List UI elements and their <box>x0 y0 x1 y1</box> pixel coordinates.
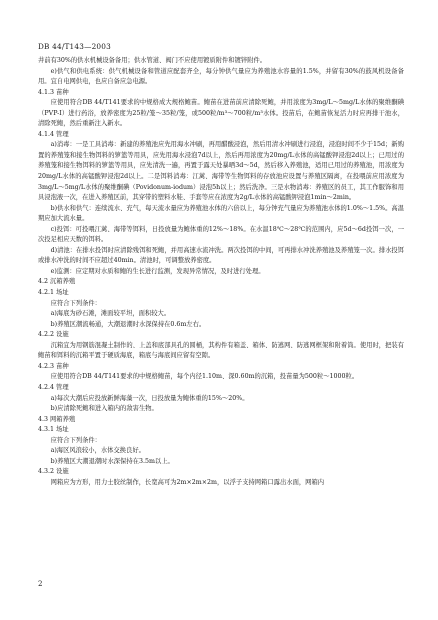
paragraph: 应使用符合DB 44/T141要求的中规格鲍苗，每个内径1.10m、深0.60m的沉箱，投苗量为500粒～1000粒。 <box>50 373 359 381</box>
section-heading: 4.3 网箱养殖 <box>38 415 76 423</box>
section-heading: 4.3.1 场址 <box>38 426 69 434</box>
paragraph: a)海底为砂石滩，滩面较平坦，面积较大。 <box>50 310 171 318</box>
section-heading: 4.1.3 苗种 <box>38 88 69 96</box>
paragraph: a)每次大潮后应投放新鲜海藻一次，日投放量为鲍体重的15%～20%。 <box>50 394 249 402</box>
paragraph: e)监测：应定期对水质和鲍的生长进行监测，发现异常情况，及时进行处理。 <box>50 267 265 275</box>
section-heading: 4.3.2 设施 <box>38 468 69 476</box>
page-number: 2 <box>38 580 43 588</box>
paragraph: 应使用符合DB 44/T141要求的中规格成大规格鲍苗。鲍苗在进苗前应清除死鲍，并用浓度为3mg/L～5mg/L水体的聚维酮碘（PVP-I）进行药浴，放养密度为25粒/笼～35粒/笼，或500粒/m³～700粒/m³水体。投苗后，在鲍苗恢复活力时应再排干池水，清除死鲍，然后重新注入新水。 <box>38 99 404 128</box>
section-heading: 4.2.2 设施 <box>38 331 69 339</box>
paragraph: d)清池：在排水投饵时应清除残饵和死鲍，并用高速水流冲洗。两次投饵的中间，可再排水冲洗养殖池及养殖笼一次。排水投饵或排水冲洗的时间不应超过40min。清池时，可调整放养密度。 <box>38 246 404 265</box>
section-heading: 4.2.3 苗种 <box>38 362 69 370</box>
paragraph: b)应清除死鲍和进入箱内的敌害生物。 <box>50 405 158 413</box>
paragraph: 应符合下列条件： <box>50 299 101 307</box>
paragraph: b)养殖区潮流畅通，大潮退潮时水深保持在0.6m左右。 <box>50 320 206 328</box>
paragraph: e)供气和供电系统：供气机械设备和管道应配套齐全，每分钟供气量应为养殖池水容量的1.5%，并留有30%的鼓风机设备备用。宜自电网供电，也应自备应急电源。 <box>38 67 404 86</box>
paragraph: a)海区风浪较小，水体交换良好。 <box>50 447 145 455</box>
paragraph: 网箱应为方形，用力士胶丝制作，长宽高可为2m×2m×2m，以浮子支持网箱口露出水面，网箱内 <box>50 478 325 486</box>
section-heading: 4.2.1 场址 <box>38 289 69 297</box>
paragraph: b)养殖区大潮退潮时水深保持在3.5m以上。 <box>50 457 174 465</box>
paragraph: a)消毒：一是工具消毒：新建的养殖池应先用海水冲刷，再用醋酸浸泡，然后用清水冲刷进行浸泡，浸泡时间不少于15d；新购置的养殖笼和接生物饵料的箩篮等用具，应先用海水浸泡7d以上，然后再用浓度为20mg/L水体的高锰酸钾浸泡2d以上；已用过的养殖笼和接生物饵料的箩篮等用具，应先清洗一遍，再置于露天处暴晒3d～5d，然后移入养殖池，适用已用过的养殖池，用浓度为20mg/L水体的高锰酸钾浸泡2d以上。二是饵料消毒：江蓠、海带等生物饵料的存放池应设置与养殖区隔离，在投喂前应用浓度为3mg/L～5mg/L水体的聚维酮碘（Povidonum-iodum）浸泡5h以上；然后洗净。三是水物消毒：养殖区的员工，其工作服饰和用具浸泡液一次，在进入养殖区前，其穿带的塑料水鞋、手套等应在浓度为2g/L水体的高锰酸钾浸泡1min～2min。 <box>38 141 404 202</box>
section-heading: 4.2.4 管理 <box>38 383 69 391</box>
paragraph: 沉箱宜为用钢筋混凝土制作的、上盖和底部具孔的圆桶，其构件有箱盖、箱体、防逃网、防逃网框架和附着筒。使用时，把装有鲍苗和饵料的沉箱平置于硬质海底，箱底与海底间应留有空隙。 <box>38 341 404 360</box>
paragraph: b)供水和供气：连续流水、充气，每天流水量应为养殖池水体的六倍以上，每分钟充气量应为养殖池水体的1.0%～1.5%。高温期应加大流水量。 <box>38 204 404 223</box>
paragraph: 井前有30%的供水机械设备备用；供水管道、阀门不应使用镀质附件和镀锌附件。 <box>38 57 267 64</box>
document-body <box>38 56 404 488</box>
section-heading: 4.2 沉箱养殖 <box>38 278 76 286</box>
paragraph: 应符合下列条件： <box>50 436 101 444</box>
standard-number-header: DB 44/T143—2003 <box>38 42 111 51</box>
paragraph: c)投饵：可投喂江蓠、海带等饵料，日投放量为鲍体重的12%～18%。在水温18℃～28℃的范围内，应5d～6d投饵一次，一次投足相应天数的饵料。 <box>38 225 404 244</box>
section-heading: 4.1.4 管理 <box>38 130 69 138</box>
